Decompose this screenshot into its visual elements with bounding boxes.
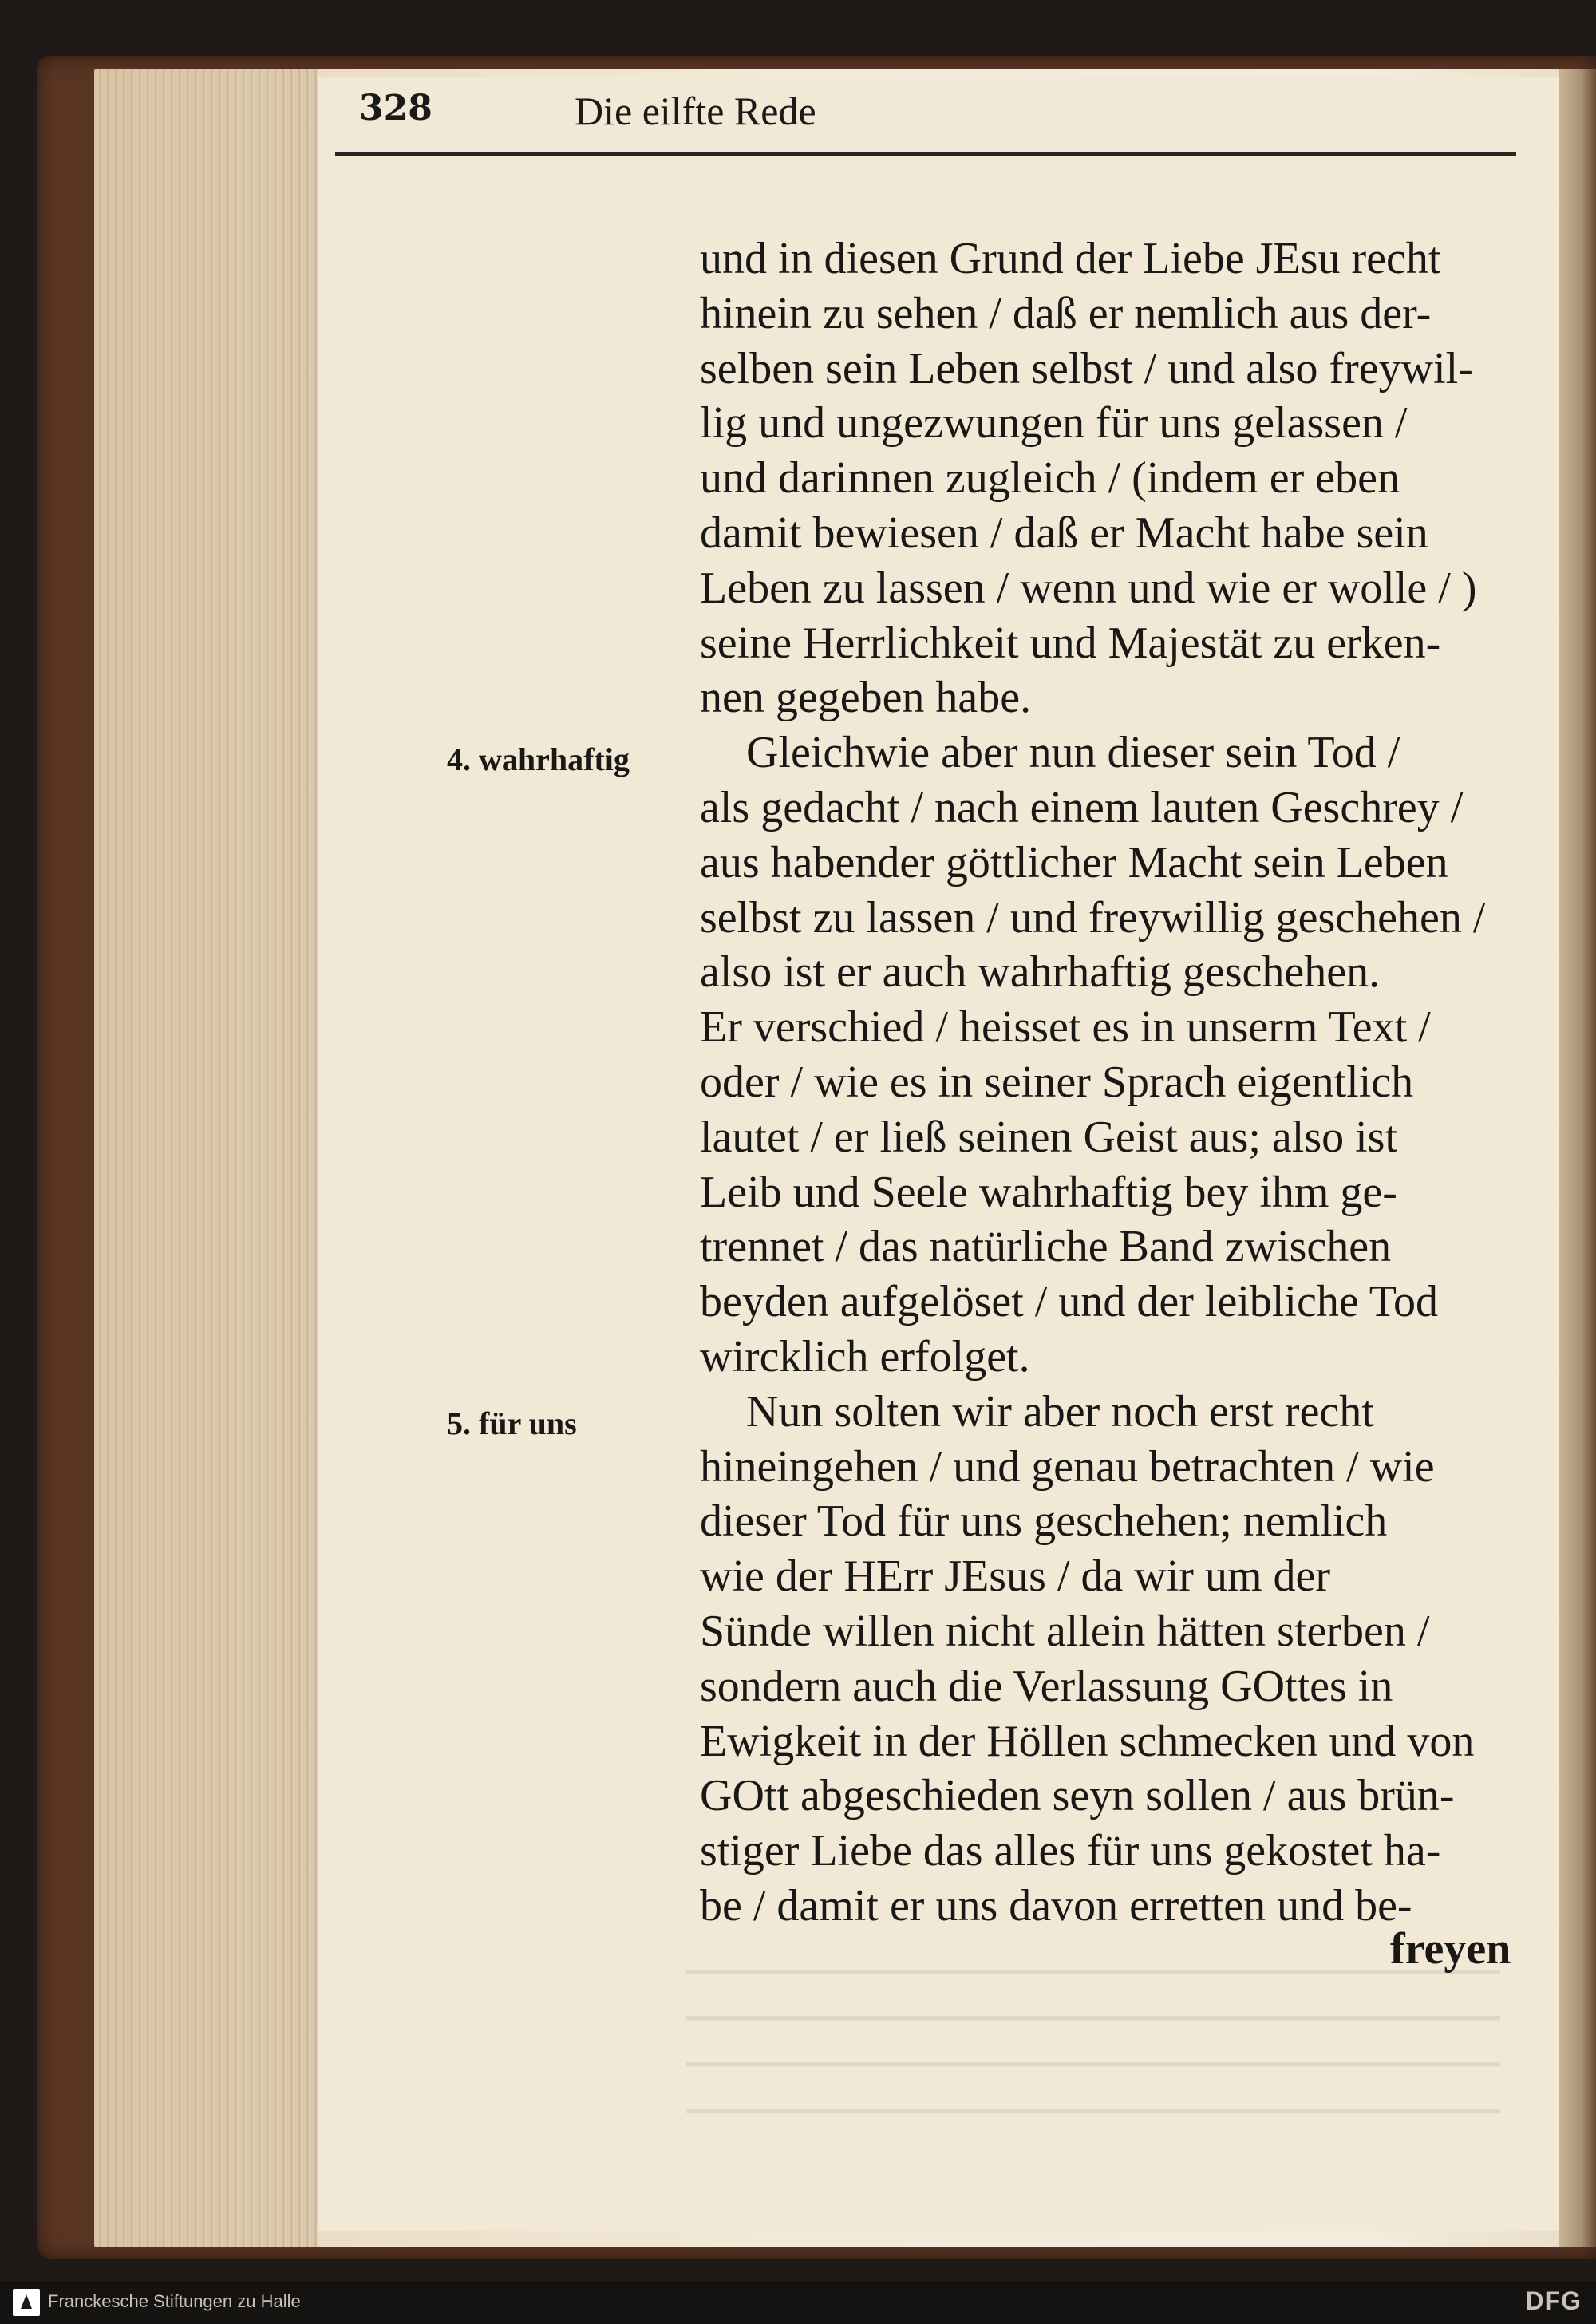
text-line: Gleichwie aber nun dieser sein Tod / [746, 728, 1400, 778]
text-line: wircklich erfolget. [700, 1331, 1030, 1381]
catchword: freyen [1390, 1924, 1511, 1974]
text-line: be / damit er uns davon erretten und be- [700, 1880, 1412, 1931]
text-line: wie der HErr JEsus / da wir um der [700, 1551, 1331, 1602]
text-line: hinein zu sehen / daß er nemlich aus der- [700, 288, 1432, 338]
page-header [359, 88, 1181, 152]
text-line: nen gegeben habe. [700, 673, 1032, 723]
text-line: Leben zu lassen / wenn und wie er wolle / ) [700, 563, 1477, 613]
text-line: Nun solten wir aber noch erst recht [746, 1386, 1374, 1437]
text-line: also ist er auch wahrhaftig geschehen. [700, 947, 1381, 998]
text-line: GOtt abgeschieden seyn sollen / aus brün- [700, 1771, 1455, 1821]
text-line: hineingehen / und genau betrachten / wie [700, 1441, 1435, 1492]
text-line: seine Herrlichkeit und Majestät zu erken- [700, 618, 1441, 668]
page-number: 328 [359, 88, 433, 128]
text-line: selbst zu lassen / und freywillig geschehen / [700, 892, 1486, 943]
text-line: lautet / er ließ seinen Geist aus; also ist [700, 1112, 1398, 1162]
margin-note-5: 5. für uns [447, 1405, 577, 1441]
bleed-through-texture [686, 1947, 1500, 2155]
page-gutter [1559, 69, 1596, 2247]
text-line: beyden aufgelöset / und der leibliche Tod [700, 1277, 1438, 1327]
text-line: und in diesen Grund der Liebe JEsu recht [700, 234, 1441, 283]
text-line: dieser Tod für uns geschehen; nemlich [700, 1496, 1388, 1547]
text-line: selben sein Leben selbst / und also freywil- [700, 343, 1473, 393]
text-line: trennet / das natürliche Band zwischen [700, 1222, 1392, 1272]
text-line: als gedacht / nach einem lauten Geschrey / [700, 782, 1464, 832]
dfg-logo: DFG [1525, 2286, 1582, 2315]
text-line: Er verschied / heisset es in unserm Text / [700, 1002, 1431, 1053]
text-line: und darinnen zugleich / (indem er eben [700, 453, 1400, 504]
text-line: Ewigkeit in der Höllen schmecken und von [700, 1716, 1475, 1766]
institution-name: Franckesche Stiftungen zu Halle [48, 2291, 301, 2311]
text-line: stiger Liebe das alles für uns gekostet ha- [700, 1826, 1441, 1876]
header-rule [335, 152, 1516, 156]
main-text [700, 231, 1510, 1934]
margin-note-4: 4. wahrhaftig [447, 741, 630, 777]
text-line: sondern auch die Verlassung GOttes in [700, 1661, 1393, 1711]
text-line: Sünde willen nicht allein hätten sterben / [700, 1606, 1430, 1656]
text-line: damit bewiesen / daß er Macht habe sein [700, 508, 1428, 558]
running-title: Die eilfte Rede [575, 89, 816, 133]
footer-bar [0, 2281, 1596, 2324]
text-line: Leib und Seele wahrhaftig bey ihm ge- [700, 1167, 1397, 1217]
page-edges [94, 69, 318, 2247]
text-line: aus habender göttlicher Macht sein Leben [700, 837, 1448, 887]
text-line: oder / wie es in seiner Sprach eigentlich [700, 1057, 1414, 1107]
text-line: lig und ungezwungen für uns gelassen / [700, 398, 1408, 449]
institution-logo-icon [13, 2289, 40, 2316]
